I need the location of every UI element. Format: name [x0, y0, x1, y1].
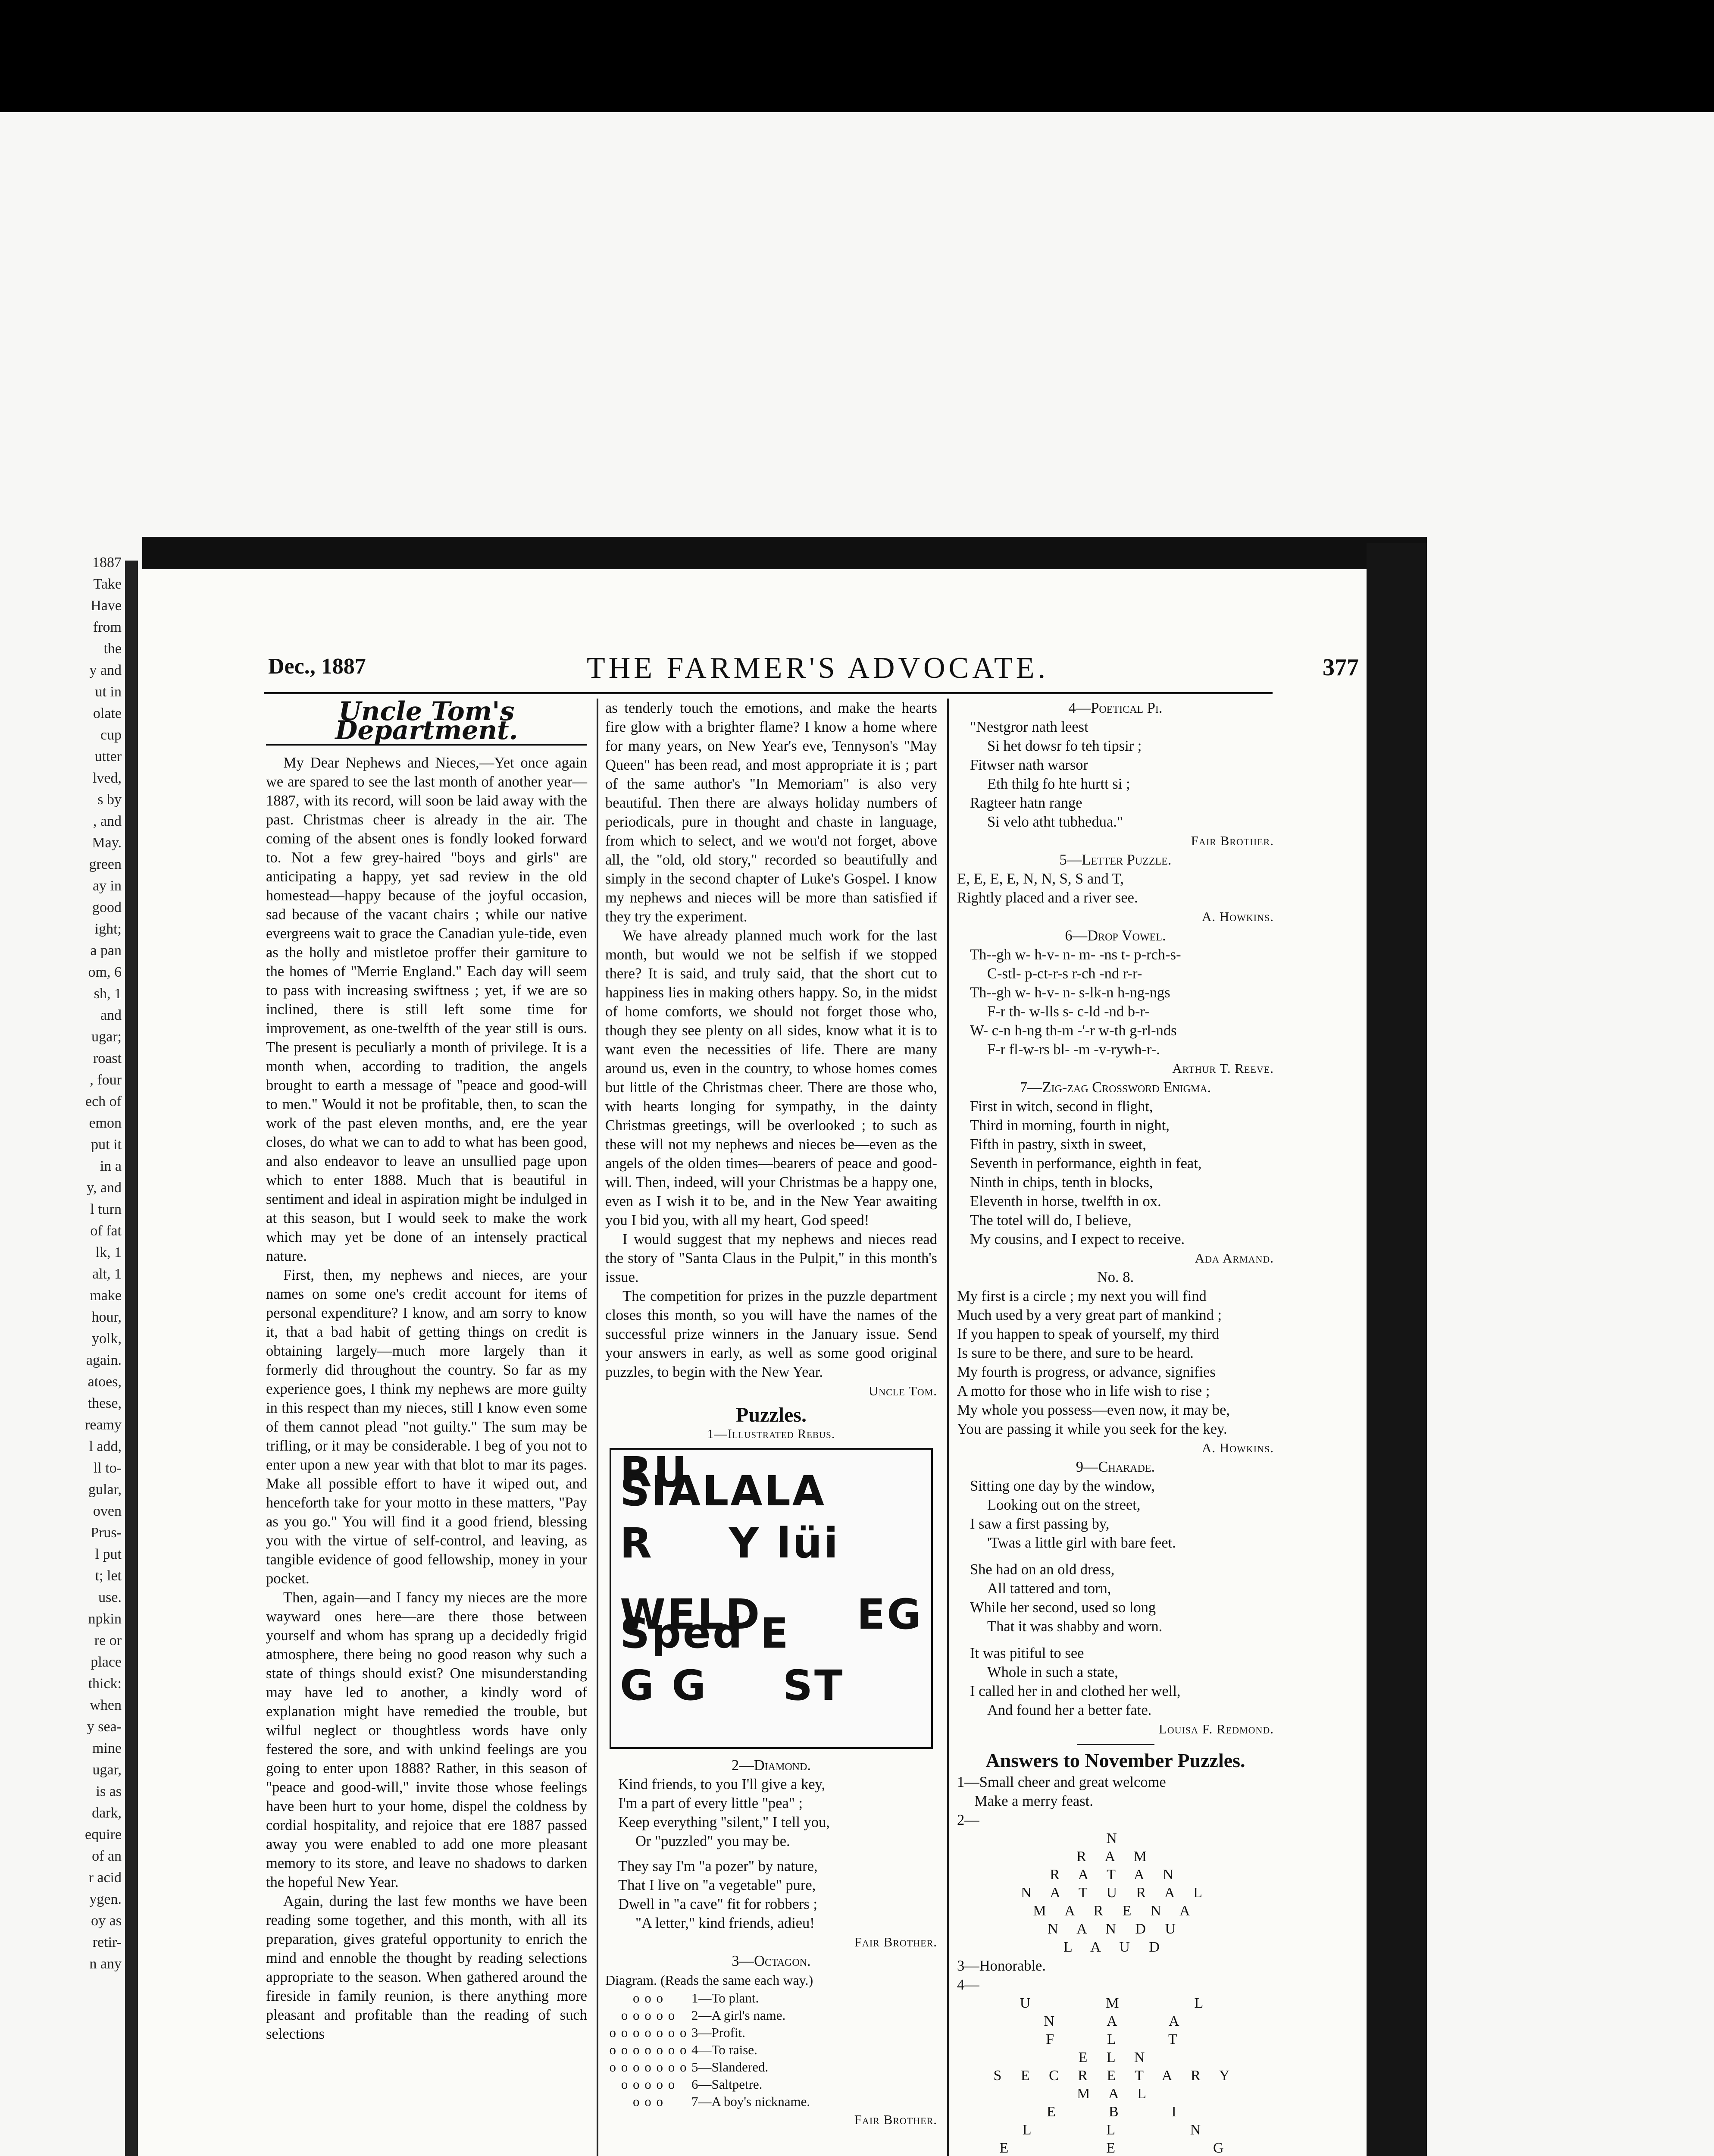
poem-line: That I live on "a vegetable" pure, [618, 1877, 816, 1893]
column-rule-2 [947, 699, 949, 2156]
prev-page-fragment: om, 6 [88, 964, 122, 980]
prev-page-fragment: reamy [85, 1417, 122, 1433]
poem-line: 'Twas a little girl with bare feet. [987, 1535, 1176, 1551]
stanza-break [957, 1636, 1274, 1644]
puzzle-line: E, E, E, E, N, N, S, S and T, [957, 871, 1124, 887]
poem-line: They say I'm "a pozer" by nature, [618, 1858, 818, 1874]
prev-page-fragment: ech of [85, 1094, 122, 1109]
puzzle-line: F-r fl-w-rs bl- -m -v-rywh-r-. [987, 1041, 1160, 1058]
grid-row: L L N [1022, 2122, 1209, 2138]
poem-line: And found her a better fate. [987, 1702, 1152, 1718]
puzzle-line: If you happen to speak of yourself, my third [957, 1326, 1220, 1342]
puzzle-signature: Fair Brother. [854, 1934, 937, 1949]
prev-page-fragment: sh, 1 [94, 986, 122, 1002]
puzzle-signature: Louisa F. Redmond. [1158, 1721, 1274, 1736]
poem-line: I'm a part of every little "pea" ; [618, 1795, 803, 1811]
poem-line: "Nestgror nath leest [970, 719, 1088, 735]
article-paragraph: Then, again—and I fancy my nieces are the more wayward ones here—are there those between yourself and whom has sprang up a decidedly frigid atmosphere, there being no good reason why such a state of things should exist? One misunderstanding may have led to another, a kindly word of explanation might have remedied the trouble, but wilful neglect or thoughtless words have only festered the sore, and with unkind feelings are you going to enter upon 1888? Rather, in this season of "peace and good-will," invite those whose feelings have been hurt to your home, dispel the coldness by cordial hospitality, and rejoice that ere 1887 passed away you were enabled to add one more pleasant memory to its store, and leave no shadows to darken the hopeful New Year. [266, 1589, 587, 1890]
grid-row: U M L [1020, 1995, 1211, 2011]
grid-row: S E C R E T A R Y [993, 2068, 1238, 2084]
puzzle-line: Much used by a very great part of mankind ; [957, 1307, 1222, 1323]
puzzle-line: First in witch, second in flight, [970, 1098, 1153, 1115]
answer-number: 4— [957, 1977, 979, 1993]
header-rule [264, 692, 1273, 694]
drop-vowel-label: 6—Drop Vowel. [1065, 928, 1166, 944]
puzzle-line: Rightly placed and a river see. [957, 890, 1138, 906]
octagon-dots: o o o o o o o [609, 2042, 688, 2057]
prev-page-fragment: a pan [90, 943, 122, 959]
prev-page-fragment: s by [97, 792, 122, 808]
poem-line: Eth thilg fo hte hurtt si ; [987, 776, 1130, 792]
prev-page-fragment: hour, [91, 1309, 122, 1325]
octagon-dots: o o o [633, 2094, 664, 2109]
answer-number: 2— [957, 1812, 979, 1828]
prev-page-fragment: y sea- [87, 1719, 122, 1735]
prev-page-fragment: retir- [92, 1934, 122, 1950]
puzzle-line: Th--gh w- h-v- n- m- -ns t- p-rch-s- [970, 946, 1181, 963]
answer-diamond-grid [957, 1830, 1274, 1956]
grid-row: N A A [1044, 2013, 1187, 2029]
article-paragraph: The competition for prizes in the puzzle department closes this month, so you will have the names of the successful prize winners in the January issue. Send your answers in early, as well as some good original puzzles, to begin with the New Year. [605, 1288, 937, 1380]
prev-page-fragment: t; let [95, 1568, 122, 1584]
grid-row: M A R E N A [1033, 1903, 1198, 1919]
issue-date: Dec., 1887 [268, 654, 366, 679]
octagon-clue: 7—A boy's nickname. [691, 2094, 810, 2109]
octagon-row [605, 2024, 937, 2041]
page-edge-shadow-top [142, 537, 1427, 571]
puzzle-signature: Fair Brother. [854, 2112, 937, 2127]
poem-line: Fitwser nath warsor [970, 757, 1088, 773]
prev-page-fragment: ygen. [89, 1891, 122, 1907]
prev-page-fragment: ight; [94, 921, 122, 937]
poem-line: Si het dowsr fo teh tipsir ; [987, 738, 1142, 754]
poem-line: Si velo atht tubhedua." [987, 814, 1123, 830]
rebus-row: RU SIALALA [620, 1448, 923, 1515]
article-signature: Uncle Tom. [868, 1383, 937, 1398]
puzzle-signature: Ada Armand. [1195, 1250, 1274, 1266]
article-paragraph: We have already planned much work for the last month, but would we not be selfish if we stopped there? It is said, and truly said, that the short cut to happiness lies in making others happy. So, in the midst of home comforts, we should not forget those who, though they see plenty on all sides, know what it is to want even the necessities of life. There are many around us, even in the country, to whose homes comes but little of the Christmas cheer. There are those who, with hearts longing for sympathy, in the dainty Christmas greetings, will be overlooked ; to such as these will not my nephews and nieces be—even as the angels of the olden times—bearers of peace and good-will. Then, indeed, will your Christmas be a happy one, even as I wish it to be, and in the New Year awaiting you I bid you, with all my heart, God speed! [605, 928, 937, 1228]
puzzle-signature: Fair Brother. [1191, 833, 1274, 848]
puzzle-line: Seventh in performance, eighth in feat, [970, 1155, 1202, 1172]
prev-page-fragment: of fat [90, 1223, 122, 1239]
puzzle-line: My cousins, and I expect to receive. [970, 1231, 1185, 1247]
grid-row: N A T U R A L [1021, 1885, 1210, 1901]
octagon-dots: o o o o o [621, 2008, 676, 2023]
prev-page-fragment: l turn [90, 1201, 122, 1217]
octagon-row [605, 2041, 937, 2059]
poem-line: Dwell in "a cave" fit for robbers ; [618, 1896, 818, 1912]
prev-page-fragment: ugar, [92, 1762, 122, 1778]
prev-page-fragment: l put [95, 1546, 122, 1562]
puzzle-line: C-stl- p-ct-r-s r-ch -nd r-r- [987, 965, 1142, 982]
poem-line: I saw a first passing by, [970, 1516, 1110, 1532]
grid-row: M A L [1077, 2086, 1154, 2102]
column-1 [266, 696, 587, 2043]
rebus-label: 1—Illustrated Rebus. [707, 1427, 835, 1441]
prev-page-fragment: the [103, 641, 122, 657]
prev-page-fragment: olate [93, 705, 122, 721]
prev-page-fragment: Prus- [91, 1525, 122, 1541]
prev-page-fragment: Have [91, 598, 122, 614]
puzzle-signature: A. Howkins. [1201, 909, 1274, 924]
prev-page-fragment: dark, [92, 1805, 122, 1821]
prev-page-fragment: green [89, 856, 122, 872]
prev-page-fragment: use. [98, 1589, 122, 1605]
puzzle-line: W- c-n h-ng th-m -'-r w-th g-rl-nds [970, 1022, 1177, 1039]
poetical-pi-label: 4—Poetical Pi. [1068, 700, 1163, 716]
prev-page-fragment: , four [90, 1072, 122, 1088]
department-title: Uncle Tom's Department. [266, 702, 587, 746]
prev-page-fragment: l add, [89, 1438, 122, 1454]
poem-line: Or "puzzled" you may be. [635, 1833, 790, 1849]
poem-line: While her second, used so long [970, 1599, 1156, 1616]
stanza-break [957, 1552, 1274, 1560]
prev-page-fragment: utter [94, 749, 122, 765]
poem-line: Looking out on the street, [987, 1497, 1141, 1513]
poem-line: Kind friends, to you I'll give a key, [618, 1776, 826, 1792]
poem-line: She had on an old dress, [970, 1561, 1115, 1578]
grid-row: R A M [1076, 1849, 1154, 1865]
grid-row: N A N D U [1047, 1921, 1184, 1937]
prev-page-fragment: is as [96, 1783, 122, 1799]
octagon-clue: 2—A girl's name. [691, 2008, 786, 2023]
prev-page-fragment: emon [89, 1115, 122, 1131]
prev-page-fragment: ll to- [93, 1460, 122, 1476]
prev-page-fragment: ay in [92, 878, 122, 894]
octagon-row [605, 2059, 937, 2076]
article-paragraph: as tenderly touch the emotions, and make the hearts fire glow with a brighter flame? I know a home where for many years, on New Year's eve, Tennyson's "May Queen" has been read, and most appropriate it is ; part of the same author's "In Memoriam" is also very beautiful. Then there are always holiday numbers of periodicals, pure in thought and chaste in language, from which to select, and we wou'd not forget, above all, the "old, old story," recorded so beautifully and simply in the second chapter of Luke's Gospel. I know my nephews and nieces will be more than satisfied if they try the experiment. [605, 700, 937, 925]
prev-page-fragment: gular, [88, 1482, 122, 1498]
previous-page-strip [0, 552, 125, 2156]
prev-page-fragment: good [92, 899, 122, 915]
prev-page-fragment: equire [85, 1827, 122, 1843]
puzzle-line: My first is a circle ; my next you will find [957, 1288, 1207, 1304]
section-divider [1077, 1744, 1154, 1745]
prev-page-fragment: lved, [92, 770, 122, 786]
grid-row: F L T [1046, 2031, 1185, 2047]
puzzle-line: Eleventh in horse, twelfth in ox. [970, 1193, 1161, 1210]
puzzle-line: A motto for those who in life wish to rise ; [957, 1383, 1210, 1399]
article-paragraph: I would suggest that my nephews and nieces read the story of "Santa Claus in the Pulpit," in this month's issue. [605, 1231, 937, 1285]
prev-page-fragment: from [93, 619, 122, 635]
rebus-row: R Y lüi [620, 1519, 840, 1567]
prev-page-fragment: ugar; [91, 1029, 122, 1045]
no8-label: No. 8. [1097, 1269, 1134, 1285]
column-3 [957, 699, 1274, 2156]
charade-poem [957, 1476, 1274, 1720]
puzzle-line: You are passing it while you seek for the key. [957, 1421, 1227, 1437]
octagon-diagram [605, 1990, 937, 2110]
prev-page-fragment: npkin [88, 1611, 122, 1627]
charade-label: 9—Charade. [1076, 1459, 1155, 1475]
octagon-row [605, 2093, 937, 2110]
poem-line: Keep everything "silent," I tell you, [618, 1814, 830, 1830]
poem-line: "A letter," kind friends, adieu! [635, 1915, 815, 1931]
puzzle-line: The totel will do, I believe, [970, 1212, 1132, 1228]
octagon-label: 3—Octagon. [732, 1953, 811, 1969]
poem-line: Sitting one day by the window, [970, 1478, 1155, 1494]
puzzle-line: Th--gh w- h-v- n- s-lk-n h-ng-ngs [970, 984, 1170, 1001]
prev-page-fragment: atoes, [88, 1374, 122, 1390]
octagon-clue: 4—To raise. [691, 2042, 757, 2057]
puzzle-line: Fifth in pastry, sixth in sweet, [970, 1136, 1146, 1153]
grid-row: R A T A N [1050, 1867, 1181, 1883]
answers-heading: Answers to November Puzzles. [985, 1749, 1245, 1771]
page-gutter-shadow [125, 561, 138, 2156]
grid-row: E E G [999, 2140, 1232, 2156]
puzzle-line: Is sure to be there, and sure to be heard. [957, 1345, 1194, 1361]
masthead-title: THE FARMER'S ADVOCATE. [586, 652, 1049, 685]
poem-line: It was pitiful to see [970, 1645, 1084, 1661]
octagon-dots: o o o o o [621, 2077, 676, 2092]
puzzles-heading: Puzzles. [736, 1404, 807, 1426]
rebus-row: G G ST [620, 1661, 844, 1710]
prev-page-fragment: May. [92, 835, 122, 851]
page-number: 377 [1323, 654, 1359, 681]
diamond-label: 2—Diamond. [732, 1757, 811, 1774]
prev-page-fragment: r acid [88, 1870, 122, 1886]
article-paragraph: Again, during the last few months we have been reading some together, and this month, with all its preparation, gives grateful opportunity to enrich the mind and ennoble the thought by reading selections appropriate to the season. When gathered around the fireside in family reunion, is there anything more pleasant and profitable than the reading of such selections [266, 1893, 587, 2042]
octagon-dots: o o o o o o o [609, 2059, 688, 2075]
poem-line: Ragteer hatn range [970, 795, 1082, 811]
puzzle-signature: A. Howkins. [1201, 1440, 1274, 1455]
prev-page-fragment: re or [94, 1633, 122, 1648]
prev-page-fragment: 1887 [92, 555, 122, 570]
octagon-row [605, 2076, 937, 2093]
prev-page-fragment: of an [92, 1848, 122, 1864]
prev-page-fragment: Take [93, 576, 122, 592]
poem-line: Whole in such a state, [987, 1664, 1118, 1680]
article-paragraph: My Dear Nephews and Nieces,—Yet once again we are spared to see the last month of another year—1887, with its record, will soon be laid away with the past. Christmas cheer is already in the air. The coming of the absent ones is fondly looked forward to. Not a few grey-haired "boys and girls" are anticipating a happy, yet sad review in the old homestead—happy because of the joyful occasion, sad because of the vacant chairs ; while our native evergreens wait to grace the Canadian yule-tide, even as the holly and mistletoe proffer their garniture to the homes of "Merrie England." Each day will seem to pass with increasing swiftness ; yet, if we are so inclined, there is still left some time for improvement, as one-twelfth of the year still is ours. The present is peculiarly a month of privilege. It is a month when, according to tradition, the angels brought to earth a message of "peace and good-will to men." Would it not be profitable, then, to scan the work of the past eleven months, and, ere the year closes, do what we can to add to what has been good, and also endeavor to leave an unsullied page upon which to enter 1888. Much that is beautiful in sentiment and ideal in aspiration might be indulged in at this season, but I would seek to make the work which may yet be done of an intensely practical nature. [266, 755, 587, 1264]
prev-page-fragment: and [100, 1007, 122, 1023]
answer-zigzag-grid [957, 1994, 1274, 2156]
newspaper-page [139, 569, 1367, 2156]
prev-page-fragment: mine [92, 1740, 122, 1756]
prev-page-fragment: lk, 1 [95, 1244, 122, 1260]
grid-row: N [1106, 1830, 1125, 1846]
page-header [268, 651, 1411, 686]
answer-line: 3—Honorable. [957, 1958, 1046, 1974]
octagon-clue: 1—To plant. [691, 1990, 759, 2006]
prev-page-fragment: n any [89, 1956, 122, 1972]
prev-page-fragment: y, and [87, 1180, 122, 1196]
puzzle-line: Third in morning, fourth in night, [970, 1117, 1170, 1134]
zigzag-label: 7—Zig-zag Crossword Enigma. [1020, 1079, 1211, 1096]
prev-page-fragment: oy as [91, 1913, 122, 1929]
octagon-row [605, 1990, 937, 2007]
prev-page-fragment: when [90, 1697, 122, 1713]
puzzle-signature: Arthur T. Reeve. [1172, 1061, 1274, 1076]
octagon-clue: 6—Saltpetre. [691, 2077, 763, 2092]
answer-line: 1—Small cheer and great welcome [957, 1774, 1166, 1790]
puzzle-line: My whole you possess—even now, it may be, [957, 1402, 1230, 1418]
prev-page-fragment: cup [100, 727, 122, 743]
prev-page-fragment: y and [89, 662, 122, 678]
article-paragraph: First, then, my nephews and nieces, are your names on some one's credit account for items of personal expenditure? I know, and am sorry to know it, that a bad habit of getting things on credit is obtaining largely—much more largely than it formerly did throughout the country. So far as my experience goes, I think my nephews are more guilty in this respect than my nieces, still I know even some of them cannot plead "not guilty." The sum may be trifling, or it may be considerable. I beg of you not to enter upon a new year with that blot to mar its pages. Make all possible effort to have it wiped out, and henceforth take for your motto in these matters, "Pay as you go." You will find it a good friend, blessing you with the virtue of self-control, and leaving, as tangible evidence of good fellowship, money in your pocket. [266, 1267, 587, 1587]
prev-page-fragment: in a [100, 1158, 122, 1174]
rebus-row: WELD EG Sped E [620, 1590, 923, 1658]
poem-line: That it was shabby and worn. [987, 1618, 1163, 1635]
prev-page-fragment: oven [93, 1503, 122, 1519]
puzzle-line: F-r th- w-lls s- c-ld -nd b-r- [987, 1003, 1150, 1020]
prev-page-fragment: these, [88, 1395, 122, 1411]
column-2 [605, 699, 937, 2129]
letter-puzzle-label: 5—Letter Puzzle. [1059, 852, 1172, 868]
poem-line: All tattered and torn, [987, 1580, 1111, 1597]
octagon-row [605, 2007, 937, 2024]
grid-row: E B I [1047, 2104, 1184, 2120]
prev-page-fragment: make [90, 1288, 122, 1304]
prev-page-fragment: ut in [95, 684, 122, 700]
octagon-dots: o o o o o o o [609, 2025, 688, 2040]
prev-page-fragment: again. [86, 1352, 122, 1368]
prev-page-fragment: put it [91, 1137, 122, 1153]
octagon-dots: o o o [633, 1990, 664, 2006]
prev-page-fragment: , and [93, 813, 122, 829]
puzzle-line: My fourth is progress, or advance, signifies [957, 1364, 1216, 1380]
prev-page-fragment: yolk, [92, 1331, 122, 1347]
answer-line: Make a merry feast. [974, 1793, 1093, 1809]
octagon-heading: Diagram. (Reads the same each way.) [605, 1972, 813, 1988]
octagon-clue: 3—Profit. [691, 2025, 745, 2040]
octagon-clue: 5—Slandered. [691, 2059, 769, 2075]
illustrated-rebus [610, 1448, 933, 1749]
page-edge-shadow-right [1367, 543, 1427, 2156]
prev-page-fragment: roast [93, 1050, 122, 1066]
prev-page-fragment: alt, 1 [92, 1266, 122, 1282]
grid-row: L A U D [1063, 1939, 1167, 1955]
prev-page-fragment: place [91, 1654, 122, 1670]
poem-line: I called her in and clothed her well, [970, 1683, 1181, 1699]
grid-row: E L N [1078, 2049, 1153, 2065]
column-rule-1 [597, 699, 598, 2156]
puzzle-line: Ninth in chips, tenth in blocks, [970, 1174, 1153, 1191]
prev-page-fragment: thick: [88, 1676, 122, 1692]
